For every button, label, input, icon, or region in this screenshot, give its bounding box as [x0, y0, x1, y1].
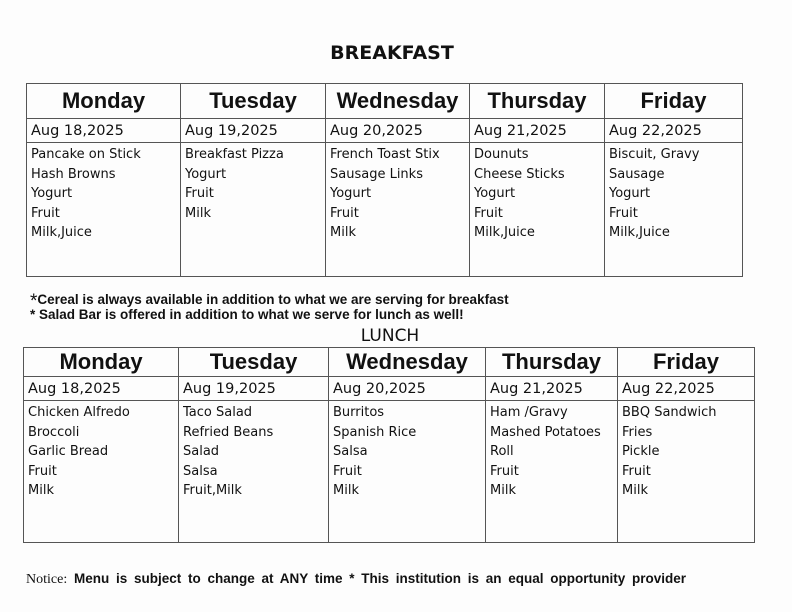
menu-item: Refried Beans — [183, 424, 274, 440]
date-cell: Aug 20,2025 — [326, 119, 470, 143]
menu-items-cell — [618, 401, 755, 543]
menu-item: Salsa — [333, 444, 368, 460]
menu-items-cell — [27, 143, 181, 277]
menu-item: French Toast Stix — [330, 147, 440, 162]
menu-items-cell — [24, 401, 179, 543]
menu-item: Yogurt — [474, 186, 516, 202]
lunch-menu-table — [23, 347, 755, 543]
menu-item: Yogurt — [185, 166, 227, 182]
date-cell: Aug 21,2025 — [486, 377, 618, 401]
day-header: Thursday — [486, 348, 618, 377]
menu-item: Sausage Links — [330, 166, 423, 182]
menu-item: Salsa — [183, 463, 218, 479]
menu-item: Mashed Potatoes — [490, 424, 601, 440]
menu-item: Spanish Rice — [333, 424, 417, 440]
menu-items-cell — [470, 143, 605, 277]
menu-item: Hash Browns — [31, 166, 116, 182]
cereal-note-text: Cereal is always available in addition to what we are serving for breakfast — [37, 292, 509, 307]
menu-item: Milk,Juice — [31, 225, 92, 241]
menu-item: Milk,Juice — [474, 225, 535, 241]
menu-item: Milk — [28, 483, 54, 499]
salad-bar-note: * Salad Bar is offered in addition to what we serve for lunch as well! — [30, 307, 464, 322]
menu-item: Roll — [490, 444, 514, 460]
day-header: Tuesday — [179, 348, 329, 377]
menu-item: Fruit — [474, 205, 503, 221]
menu-item: Fries — [622, 424, 653, 440]
menu-item: Pickle — [622, 444, 660, 460]
menu-item: Dounuts — [474, 147, 529, 162]
date-cell: Aug 21,2025 — [470, 119, 605, 143]
menu-item: Biscuit, Gravy — [609, 147, 700, 162]
menu-items-cell — [605, 143, 743, 277]
day-header: Monday — [27, 84, 181, 119]
date-cell: Aug 22,2025 — [605, 119, 743, 143]
menu-item: Cheese Sticks — [474, 166, 565, 182]
date-cell: Aug 20,2025 — [329, 377, 486, 401]
menu-item: Fruit — [330, 205, 359, 221]
menu-item: Pancake on Stick — [31, 147, 141, 162]
menu-item: Broccoli — [28, 424, 80, 440]
day-header: Wednesday — [329, 348, 486, 377]
date-cell: Aug 19,2025 — [181, 119, 326, 143]
menu-item: Fruit — [28, 463, 57, 479]
menu-item: Milk — [490, 483, 516, 499]
menu-item: Milk — [185, 205, 211, 221]
day-header: Tuesday — [181, 84, 326, 119]
menu-item: Fruit — [185, 186, 214, 202]
day-header-row — [24, 348, 755, 377]
menu-item: Burritos — [333, 405, 385, 420]
menu-item: Fruit — [622, 463, 651, 479]
date-cell: Aug 19,2025 — [179, 377, 329, 401]
day-header-row — [27, 84, 743, 119]
menu-item: Breakfast Pizza — [185, 147, 284, 162]
menu-item: Taco Salad — [183, 405, 253, 420]
menu-item: Sausage — [609, 166, 665, 182]
menu-items-cell — [179, 401, 329, 543]
date-cell: Aug 22,2025 — [618, 377, 755, 401]
items-row — [24, 401, 755, 543]
notice-text: Menu is subject to change at ANY time * This institution is an equal opportunity provider — [73, 571, 687, 586]
items-row — [27, 143, 743, 277]
menu-item: Yogurt — [31, 186, 73, 202]
day-header: Friday — [605, 84, 743, 119]
menu-item: Milk — [330, 225, 356, 241]
day-header: Wednesday — [326, 84, 470, 119]
menu-item: Milk — [622, 483, 648, 499]
date-cell: Aug 18,2025 — [27, 119, 181, 143]
menu-item: Fruit — [31, 205, 60, 221]
menu-items-cell — [181, 143, 326, 277]
menu-item: Fruit — [609, 205, 638, 221]
menu-items-cell — [486, 401, 618, 543]
menu-item: Garlic Bread — [28, 444, 109, 460]
lunch-title: LUNCH — [360, 326, 420, 346]
menu-item: Yogurt — [330, 186, 372, 202]
menu-item: Fruit — [490, 463, 519, 479]
notice-label: Notice: — [26, 572, 68, 587]
menu-items-cell — [326, 143, 470, 277]
day-header: Friday — [618, 348, 755, 377]
menu-item: Ham /Gravy — [490, 405, 568, 420]
menu-item: Fruit — [333, 463, 362, 479]
menu-items-cell — [329, 401, 486, 543]
menu-item: Milk,Juice — [609, 225, 670, 241]
breakfast-menu-table — [26, 83, 743, 277]
footer-notice — [26, 571, 686, 588]
menu-item: Milk — [333, 483, 359, 499]
date-cell: Aug 18,2025 — [24, 377, 179, 401]
date-row — [24, 377, 755, 401]
date-row — [27, 119, 743, 143]
menu-item: Yogurt — [609, 186, 651, 202]
menu-item: Salad — [183, 444, 220, 460]
note-asterisk: * — [30, 291, 38, 312]
menu-item: BBQ Sandwich — [622, 405, 717, 420]
menu-item: Chicken Alfredo — [28, 405, 130, 420]
day-header: Thursday — [470, 84, 605, 119]
menu-item: Fruit,Milk — [183, 483, 242, 499]
breakfast-title: BREAKFAST — [330, 42, 454, 64]
day-header: Monday — [24, 348, 179, 377]
